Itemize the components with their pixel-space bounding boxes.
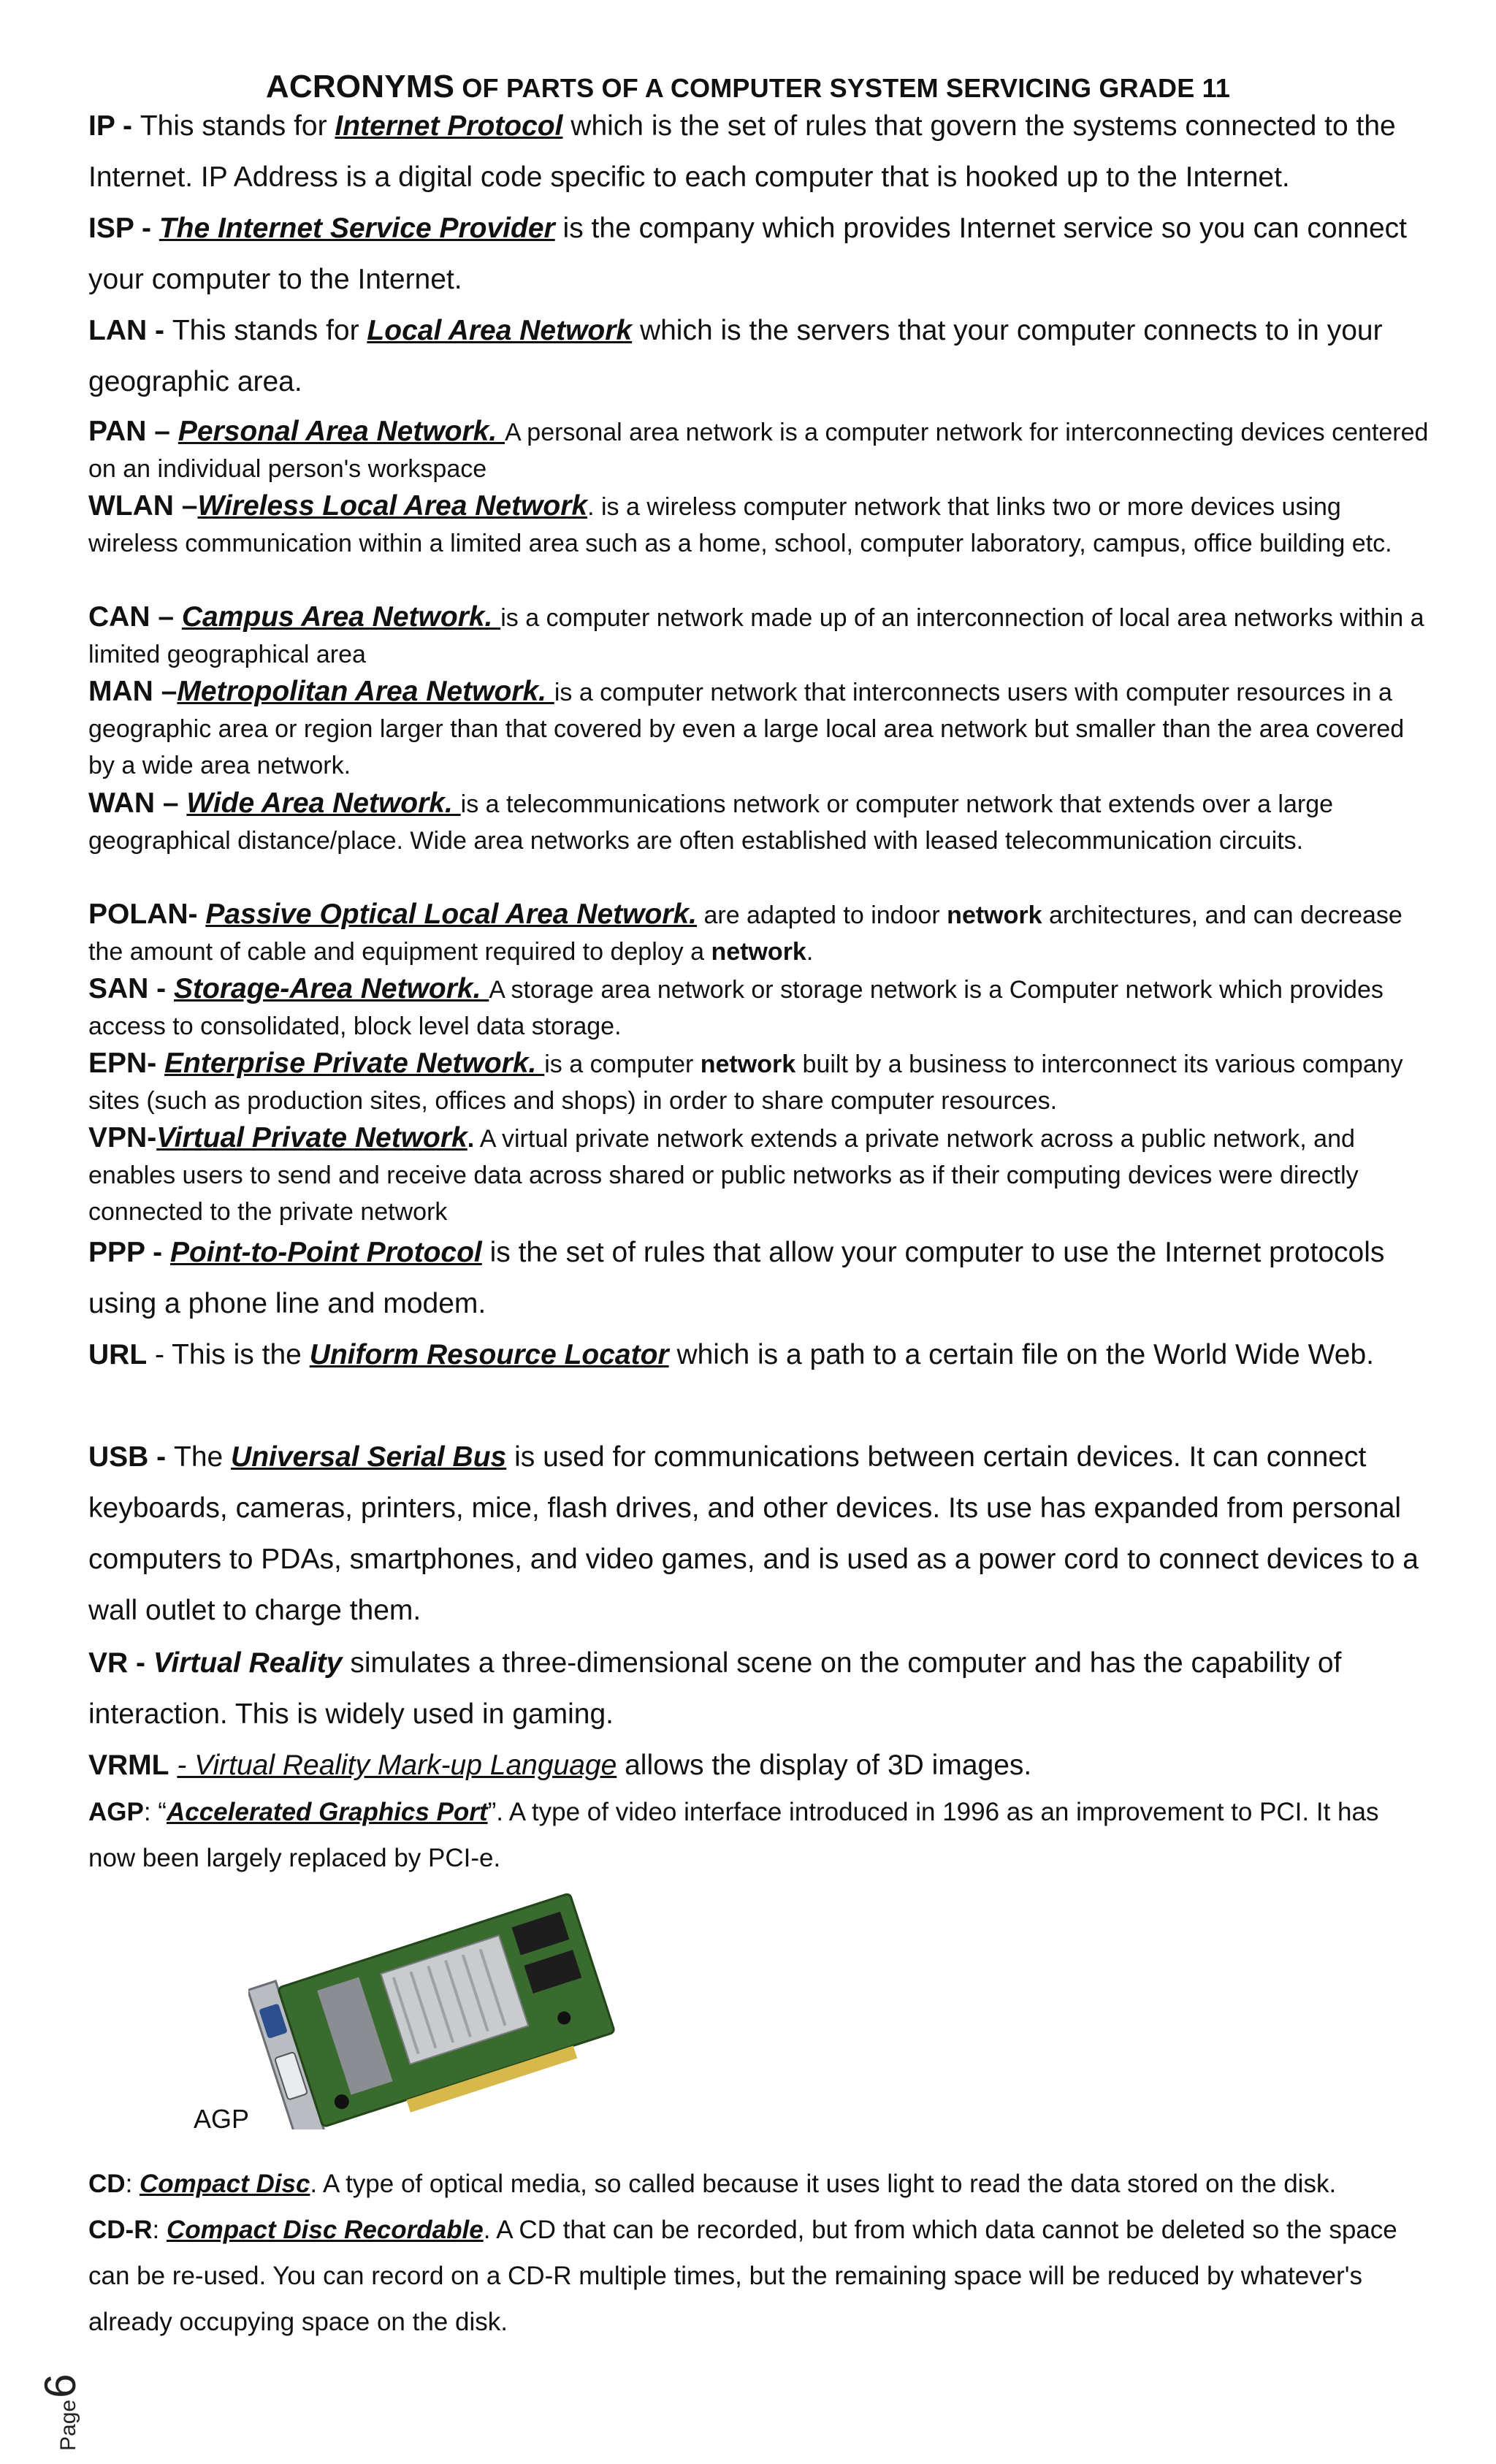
- abbr: VPN-: [88, 1122, 157, 1153]
- full-name: Campus Area Network.: [181, 601, 501, 633]
- figure-caption: AGP: [194, 2104, 250, 2134]
- entry-usb: USB - The Universal Serial Bus is used for communications between certain devices. It can connect keyboards, cameras, printers, mice, flash drives, and other devices. Its use has expanded from personal computers to PDAs, smartphones, and video games, and is used as a power cord to connect devices to a wall outlet to charge them.: [88, 1441, 1419, 1626]
- title-main: ACRONYMS: [265, 69, 455, 104]
- full-name: Passive Optical Local Area Network.: [205, 899, 698, 930]
- agp-card-image: [248, 1888, 628, 2129]
- full-name: Compact Disc: [140, 2170, 310, 2198]
- entry-man: MAN –Metropolitan Area Network. is a computer network that interconnects users with computer resources in a geographic area or region larger than that covered by even a large local area network but smaller than the area covered by a wide area network.: [88, 676, 1405, 779]
- abbr: WAN –: [88, 787, 187, 819]
- full-name: Virtual Private Network: [156, 1122, 468, 1153]
- entry-vrml: VRML - Virtual Reality Mark-up Language allows the display of 3D images.: [88, 1750, 1032, 1781]
- full-name: Enterprise Private Network.: [164, 1048, 545, 1079]
- entry-wlan: WLAN –Wireless Local Area Network. is a wireless computer network that links two or more devices using wireless communication within a limited area such as a home, school, computer laboratory, campus, office building etc.: [88, 490, 1392, 557]
- entry-san: SAN - Storage-Area Network. A storage area network or storage network is a Computer network which provides access to consolidated, block level data storage.: [88, 973, 1384, 1040]
- entry-vr: VR - Virtual Reality simulates a three-dimensional scene on the computer and has the capability of interaction. This is widely used in gaming.: [88, 1647, 1342, 1730]
- entry-isp: ISP - The Internet Service Provider is the company which provides Internet service so you can connect your computer to the Internet.: [88, 213, 1407, 295]
- entry-polan: POLAN- Passive Optical Local Area Network. are adapted to indoor network architectures, and can decrease the amount of cable and equipment required to deploy a network.: [88, 899, 1402, 966]
- full-name: Metropolitan Area Network.: [177, 676, 554, 707]
- page-number: [35, 2327, 85, 2451]
- abbr: USB -: [88, 1441, 174, 1473]
- abbr: PPP -: [88, 1237, 170, 1268]
- full-name: - Virtual Reality Mark-up Language: [177, 1750, 617, 1781]
- full-name: Wide Area Network.: [186, 787, 461, 819]
- title-rest: OF PARTS OF A COMPUTER SYSTEM SERVICING GRADE 11: [462, 73, 1231, 103]
- entry-epn: EPN- Enterprise Private Network. is a computer network built by a business to interconnect its various company sites (such as production sites, offices and shops) in order to share computer resources.: [88, 1048, 1403, 1115]
- abbr: CD: [88, 2170, 126, 2198]
- abbr: CAN –: [88, 601, 182, 633]
- full-name: Local Area Network: [367, 315, 633, 346]
- full-name: The Internet Service Provider: [159, 213, 555, 244]
- full-name: Point-to-Point Protocol: [170, 1237, 482, 1268]
- abbr: IP -: [88, 110, 140, 142]
- abbr: WLAN –: [88, 490, 198, 522]
- full-name: Storage-Area Network.: [174, 973, 489, 1004]
- abbr: EPN-: [88, 1048, 165, 1079]
- full-name: Uniform Resource Locator: [309, 1339, 669, 1370]
- entry-cd-r: CD-R: Compact Disc Recordable. A CD that can be recorded, but from which data cannot be deleted so the space can be re-used. You can record on a CD-R multiple times, but the remaining space will be reduced by whatever's already occupying space on the disk.: [88, 2216, 1397, 2336]
- entry-ip: IP - This stands for Internet Protocol which is the set of rules that govern the systems connected to the Internet. IP Address is a digital code specific to each computer that is hooked up to the Internet.: [88, 110, 1396, 193]
- abbr: VRML: [88, 1750, 169, 1781]
- abbr: LAN -: [88, 315, 172, 346]
- page-label: Page: [56, 2399, 80, 2451]
- full-name: Universal Serial Bus: [231, 1441, 507, 1473]
- entry-pan: PAN – Personal Area Network. A personal area network is a computer network for interconnecting devices centered on an individual person's workspace: [88, 416, 1429, 483]
- abbr: CD-R: [88, 2216, 153, 2244]
- abbr: SAN -: [88, 973, 174, 1004]
- abbr: AGP: [88, 1798, 144, 1826]
- abbr: MAN –: [88, 676, 178, 707]
- abbr: VR -: [88, 1647, 153, 1679]
- full-name: Personal Area Network.: [178, 416, 505, 447]
- entry-ppp: PPP - Point-to-Point Protocol is the set of rules that allow your computer to use the Internet protocols using a phone line and modem.: [88, 1237, 1385, 1319]
- entry-cd: CD: Compact Disc. A type of optical media, so called because it uses light to read the data stored on the disk.: [88, 2170, 1337, 2198]
- page-number-value: 6: [36, 2373, 85, 2398]
- abbr: URL: [88, 1339, 148, 1370]
- abbr: PAN –: [88, 416, 178, 447]
- full-name: Accelerated Graphics Port: [166, 1798, 488, 1826]
- entry-lan: LAN - This stands for Local Area Network which is the servers that your computer connects to in your geographic area.: [88, 315, 1383, 397]
- abbr: POLAN-: [88, 899, 206, 930]
- entry-wan: WAN – Wide Area Network. is a telecommunications network or computer network that extends over a large geographical distance/place. Wide area networks are often established with leased telecommunication circuits.: [88, 787, 1334, 855]
- full-name: Virtual Reality: [153, 1647, 343, 1679]
- full-name: Internet Protocol: [335, 110, 563, 142]
- abbr: ISP -: [88, 213, 159, 244]
- full-name: Wireless Local Area Network: [197, 490, 588, 522]
- entry-url: URL - This is the Uniform Resource Locator which is a path to a certain file on the World Wide Web.: [88, 1339, 1374, 1370]
- full-name: Compact Disc Recordable: [166, 2216, 484, 2244]
- entry-vpn: VPN-Virtual Private Network. A virtual private network extends a private network across a public network, and enables users to send and receive data across shared or public networks as if their computing devices were directly connected to the private network: [88, 1122, 1359, 1226]
- page-title: [0, 69, 1496, 105]
- entry-agp: AGP: “Accelerated Graphics Port”. A type of video interface introduced in 1996 as an improvement to PCI. It has now been largely replaced by PCI-e.: [88, 1798, 1379, 1872]
- entry-can: CAN – Campus Area Network. is a computer network made up of an interconnection of local area networks within a limited geographical area: [88, 601, 1424, 668]
